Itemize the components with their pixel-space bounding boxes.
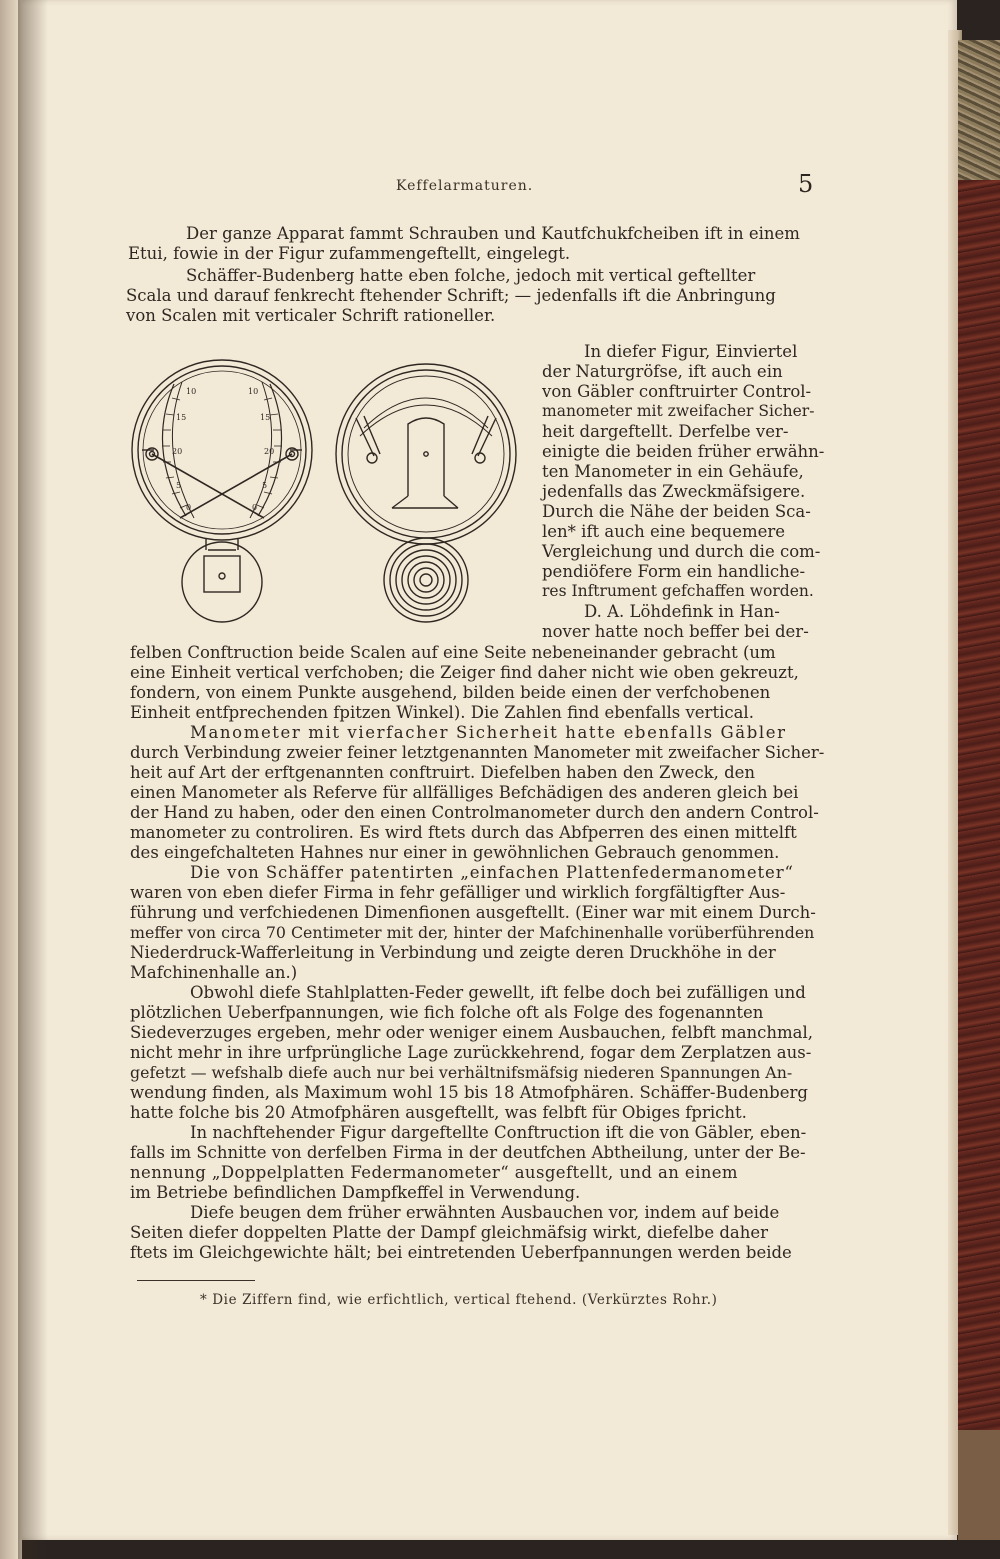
text-line: des eingefchalteten Hahnes nur einer in gewöhnlichen Gebrauch genommen. [130, 843, 780, 862]
scale-label: 15 [176, 413, 187, 422]
scale-label: 5 [176, 481, 182, 490]
footnote: * Die Ziffern find, wie erfichtlich, vertical ftehend. (Verkürztes Rohr.) [200, 1292, 718, 1308]
text-line: Niederdruck-Wafferleitung in Verbindung und zeigte deren Druckhöhe in der [130, 943, 776, 962]
text-line: Etui, fowie in der Figur zufammengeftellt, eingelegt. [128, 244, 571, 263]
text-line: Die von Schäffer patentirten „einfachen Plattenfedermanometer“ [190, 863, 794, 882]
text-line: ftets im Gleichgewichte hält; bei eintretenden Ueberfpannungen werden beide [130, 1243, 792, 1262]
text-line: führung und verfchiedenen Dimenfionen ausgeftellt. (Einer war mit einem Durch- [130, 903, 816, 922]
left-gauge-socket [182, 542, 262, 622]
text-line: waren von eben diefer Firma in fehr gefälliger und wirklich forgfältigfter Aus- [130, 883, 786, 902]
text-line: Schäffer-Budenberg hatte eben folche, jedoch mit vertical geftellter [186, 266, 756, 285]
page-number: 5 [798, 170, 814, 198]
text-line: Scala und darauf fenkrecht ftehender Schrift; — jedenfalls ift die Anbringung [126, 286, 776, 305]
text-line: heit auf Art der erftgenannten conftruirt. Diefelben haben den Zweck, den [130, 763, 756, 782]
manometer-figure [128, 358, 526, 630]
text-line: Durch die Nähe der beiden Sca- [542, 502, 811, 521]
scale-label: 10 [186, 387, 197, 396]
text-line: Manometer mit vierfacher Sicherheit hatte ebenfalls Gäbler [190, 723, 787, 742]
text-line: Der ganze Apparat fammt Schrauben und Kautfchukfcheiben ift in einem [186, 224, 800, 243]
text-line: gefetzt — wefshalb diefe auch nur bei verhältnifsmäfsig niederen Spannungen An- [130, 1063, 793, 1082]
text-line: Mafchinenhalle an.) [130, 963, 298, 982]
spine-shadow [18, 0, 48, 1559]
footnote-rule [137, 1280, 255, 1281]
right-gauge-casing [336, 364, 516, 544]
scale-label: 20 [264, 447, 275, 456]
text-line: plötzlichen Ueberfpannungen, wie fich folche oft als Folge des fogenannten [130, 1003, 764, 1022]
text-line: Obwohl diefe Stahlplatten-Feder gewellt, ift felbe doch bei zufälligen und [190, 983, 806, 1002]
text-line: eine Einheit vertical verfchoben; die Zeiger find daher nicht wie oben gekreuzt, [130, 663, 799, 682]
text-line: D. A. Löhdefink in Han- [584, 602, 780, 621]
text-line: von Gäbler conftruirter Control- [542, 382, 812, 401]
text-line: Seiten diefer doppelten Platte der Dampf gleichmäfsig wirkt, diefelbe daher [130, 1223, 769, 1242]
text-line: felben Conftruction beide Scalen auf eine Seite nebeneinander gebracht (um [130, 643, 776, 662]
scale-label: 20 [172, 447, 183, 456]
text-line: der Naturgröfse, ift auch ein [542, 362, 783, 381]
text-line: der Hand zu haben, oder den einen Controlmanometer durch den andern Control- [130, 803, 819, 822]
running-head: Keffelarmaturen. [396, 178, 534, 194]
text-line: nennung „Doppelplatten Federmanometer“ ausgeftellt, und an einem [130, 1163, 738, 1182]
text-line: nicht mehr in ihre urfprüngliche Lage zurückkehrend, fogar dem Zerplatzen aus- [130, 1043, 812, 1062]
text-line: len* ift auch eine bequemere [542, 522, 786, 541]
text-line: im Betriebe befindlichen Dampfkeffel in Verwendung. [130, 1183, 581, 1202]
text-line: nover hatte noch beffer bei der- [542, 622, 809, 641]
text-line: jedenfalls das Zweckmäfsigere. [542, 482, 806, 501]
scale-label: 5 [262, 481, 268, 490]
text-line: fondern, von einem Punkte ausgehend, bilden beide einen der verfchobenen [130, 683, 771, 702]
text-line: heit dargeftellt. Derfelbe ver- [542, 422, 789, 441]
marbled-corner [958, 40, 1000, 180]
scale-label: 0 [252, 503, 258, 512]
book-cover-edge [958, 40, 1000, 1540]
text-line: res Inftrument gefchaffen worden. [542, 582, 814, 600]
text-line: wendung finden, als Maximum wohl 15 bis 18 Atmofphären. Schäffer-Budenberg [130, 1083, 808, 1102]
text-line: Einheit entfprechenden fpitzen Winkel). Die Zahlen find ebenfalls vertical. [130, 703, 754, 722]
scale-label: 0 [186, 503, 192, 512]
text-line: In nachftehender Figur dargeftellte Conftruction ift die von Gäbler, eben- [190, 1123, 807, 1142]
scale-label: 15 [260, 413, 271, 422]
text-line: einen Manometer als Referve für allfälliges Befchädigen des anderen gleich bei [130, 783, 799, 802]
text-line: In diefer Figur, Einviertel [584, 342, 798, 361]
text-line: einigte die beiden früher erwähn- [542, 442, 825, 461]
left-gauge-box [204, 556, 240, 592]
leather-band [958, 1430, 1000, 1540]
left-gauge-casing [132, 360, 312, 540]
text-line: manometer mit zweifacher Sicher- [542, 402, 815, 420]
text-line: ten Manometer in ein Gehäufe, [542, 462, 804, 481]
top-scale-arc [364, 398, 488, 428]
text-line: pendiöfere Form ein handliche- [542, 562, 806, 581]
text-line: Diefe beugen dem früher erwähnten Ausbauchen vor, indem auf beide [190, 1203, 780, 1222]
text-line: meffer von circa 70 Centimeter mit der, hinter der Mafchinenhalle vorüberführenden [130, 923, 815, 942]
text-line: Vergleichung und durch die com- [542, 542, 821, 561]
text-line: hatte folche bis 20 Atmofphären ausgeftellt, was felbft für Obiges fpricht. [130, 1103, 747, 1122]
text-line: durch Verbindung zweier feiner letztgenannten Manometer mit zweifacher Sicher- [130, 743, 825, 762]
text-line: manometer zu controliren. Es wird ftets durch das Abfperren des einen mittelft [130, 823, 797, 842]
text-line: von Scalen mit verticaler Schrift rationeller. [126, 306, 496, 325]
centre-tube [408, 418, 444, 496]
scale-label: 10 [248, 387, 259, 396]
text-line: Siedeverzuges ergeben, mehr oder weniger einem Ausbauchen, felbft manchmal, [130, 1023, 814, 1042]
text-line: falls im Schnitte von derfelben Firma in der deutfchen Abtheilung, unter der Be- [130, 1143, 806, 1162]
manometer-drawing [128, 358, 526, 630]
